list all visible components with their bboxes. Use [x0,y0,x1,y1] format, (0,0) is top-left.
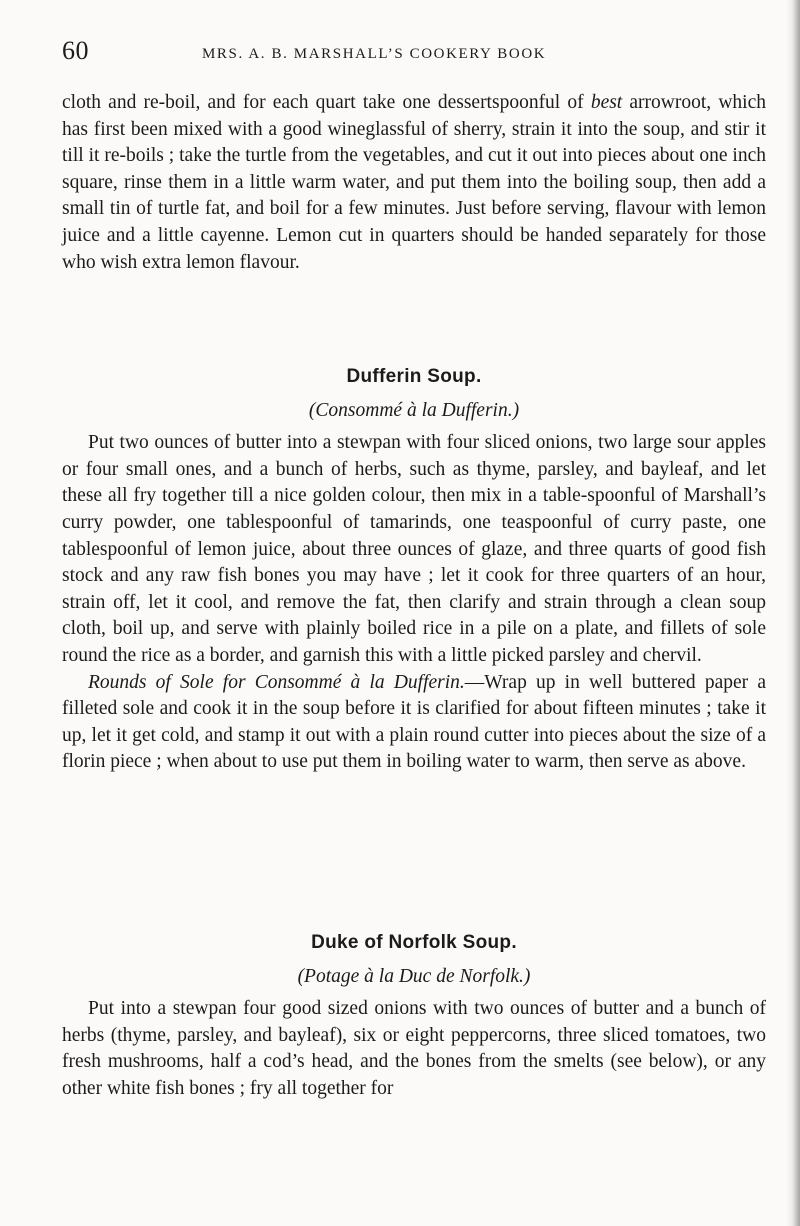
continuation-part1: cloth and re-boil, and for each quart take one dessertspoonful of [62,92,591,113]
running-title: MRS. A. B. MARSHALL’S COOKERY BOOK [202,46,547,62]
page-header [62,36,762,76]
recipe-duke-of-norfolk [62,930,766,1103]
recipe-paragraph: Put into a stewpan four good sized onions with two ounces of butter and a bunch of herbs (thyme, parsley, and bayleaf), six or eight peppercorns, three sliced tomatoes, two fresh mushrooms, half a cod’s head, and the bones from the smelts (see below), or any other white fish bones ; fry all together for [62,998,766,1099]
continuation-emphasis: best [590,92,623,113]
recipe-paragraph: Put two ounces of butter into a stewpan with four sliced onions, two large sour apples or four small ones, and a bunch of herbs, such as thyme, parsley, and bayleaf, and let these all fry together till a nice golden colour, then mix in a table-spoonful of Marshall’s curry powder, one tablespoonful of tamarinds, one teaspoonful of curry paste, one tablespoonful of lemon juice, about three ounces of glaze, and three quarts of good fish stock and any raw fish bones you may have ; let it cook for three quarters of an hour, strain off, let it cool, and remove the fat, then clarify and strain through a clean soup cloth, boil up, and serve with plainly boiled rice in a pile on a plate, and fillets of sole round the rice as a border, and garnish this with a little picked parsley and chervil. [62,432,766,666]
recipe-title: Duke of Norfolk Soup. [311,932,517,953]
continuation-part2: arrowroot, which has first been mixed with a good wineglassful of sherry, strain it into the soup, and stir it till it re-boils ; take the turtle from the vegetables, and cut it out into pieces about one inch square, rinse them in a little warm water, and put them into the boiling soup, then add a small tin of turtle fat, and boil for a few minutes. Just before serving, flavour with lemon juice and a little cayenne. Lemon cut in quarters should be handed separately for those who wish extra lemon flavour. [62,92,766,273]
page-edge-shadow [786,0,800,1226]
continuation-text [62,90,766,276]
page-number: 60 [62,36,89,65]
recipe-subtitle: (Potage à la Duc de Norfolk.) [297,965,531,987]
rounds-lead: Rounds of Sole for Consommé à la Dufferin. [88,671,465,693]
recipe-dufferin [62,364,766,776]
recipe-title: Dufferin Soup. [346,366,482,387]
rounds-text: —Wrap up in well buttered paper a filleted sole and cook it in the soup before it is clarified for about fifteen minutes ; take it up, let it get cold, and stamp it out with a plain round cutter into pieces about the size of a florin piece ; when about to use put them in boiling water to warm, then serve as above. [62,671,766,773]
recipe-subtitle: (Consommé à la Dufferin.) [308,399,520,421]
continuation-paragraph [62,90,766,276]
recipe-paragraph-rounds [62,670,766,776]
